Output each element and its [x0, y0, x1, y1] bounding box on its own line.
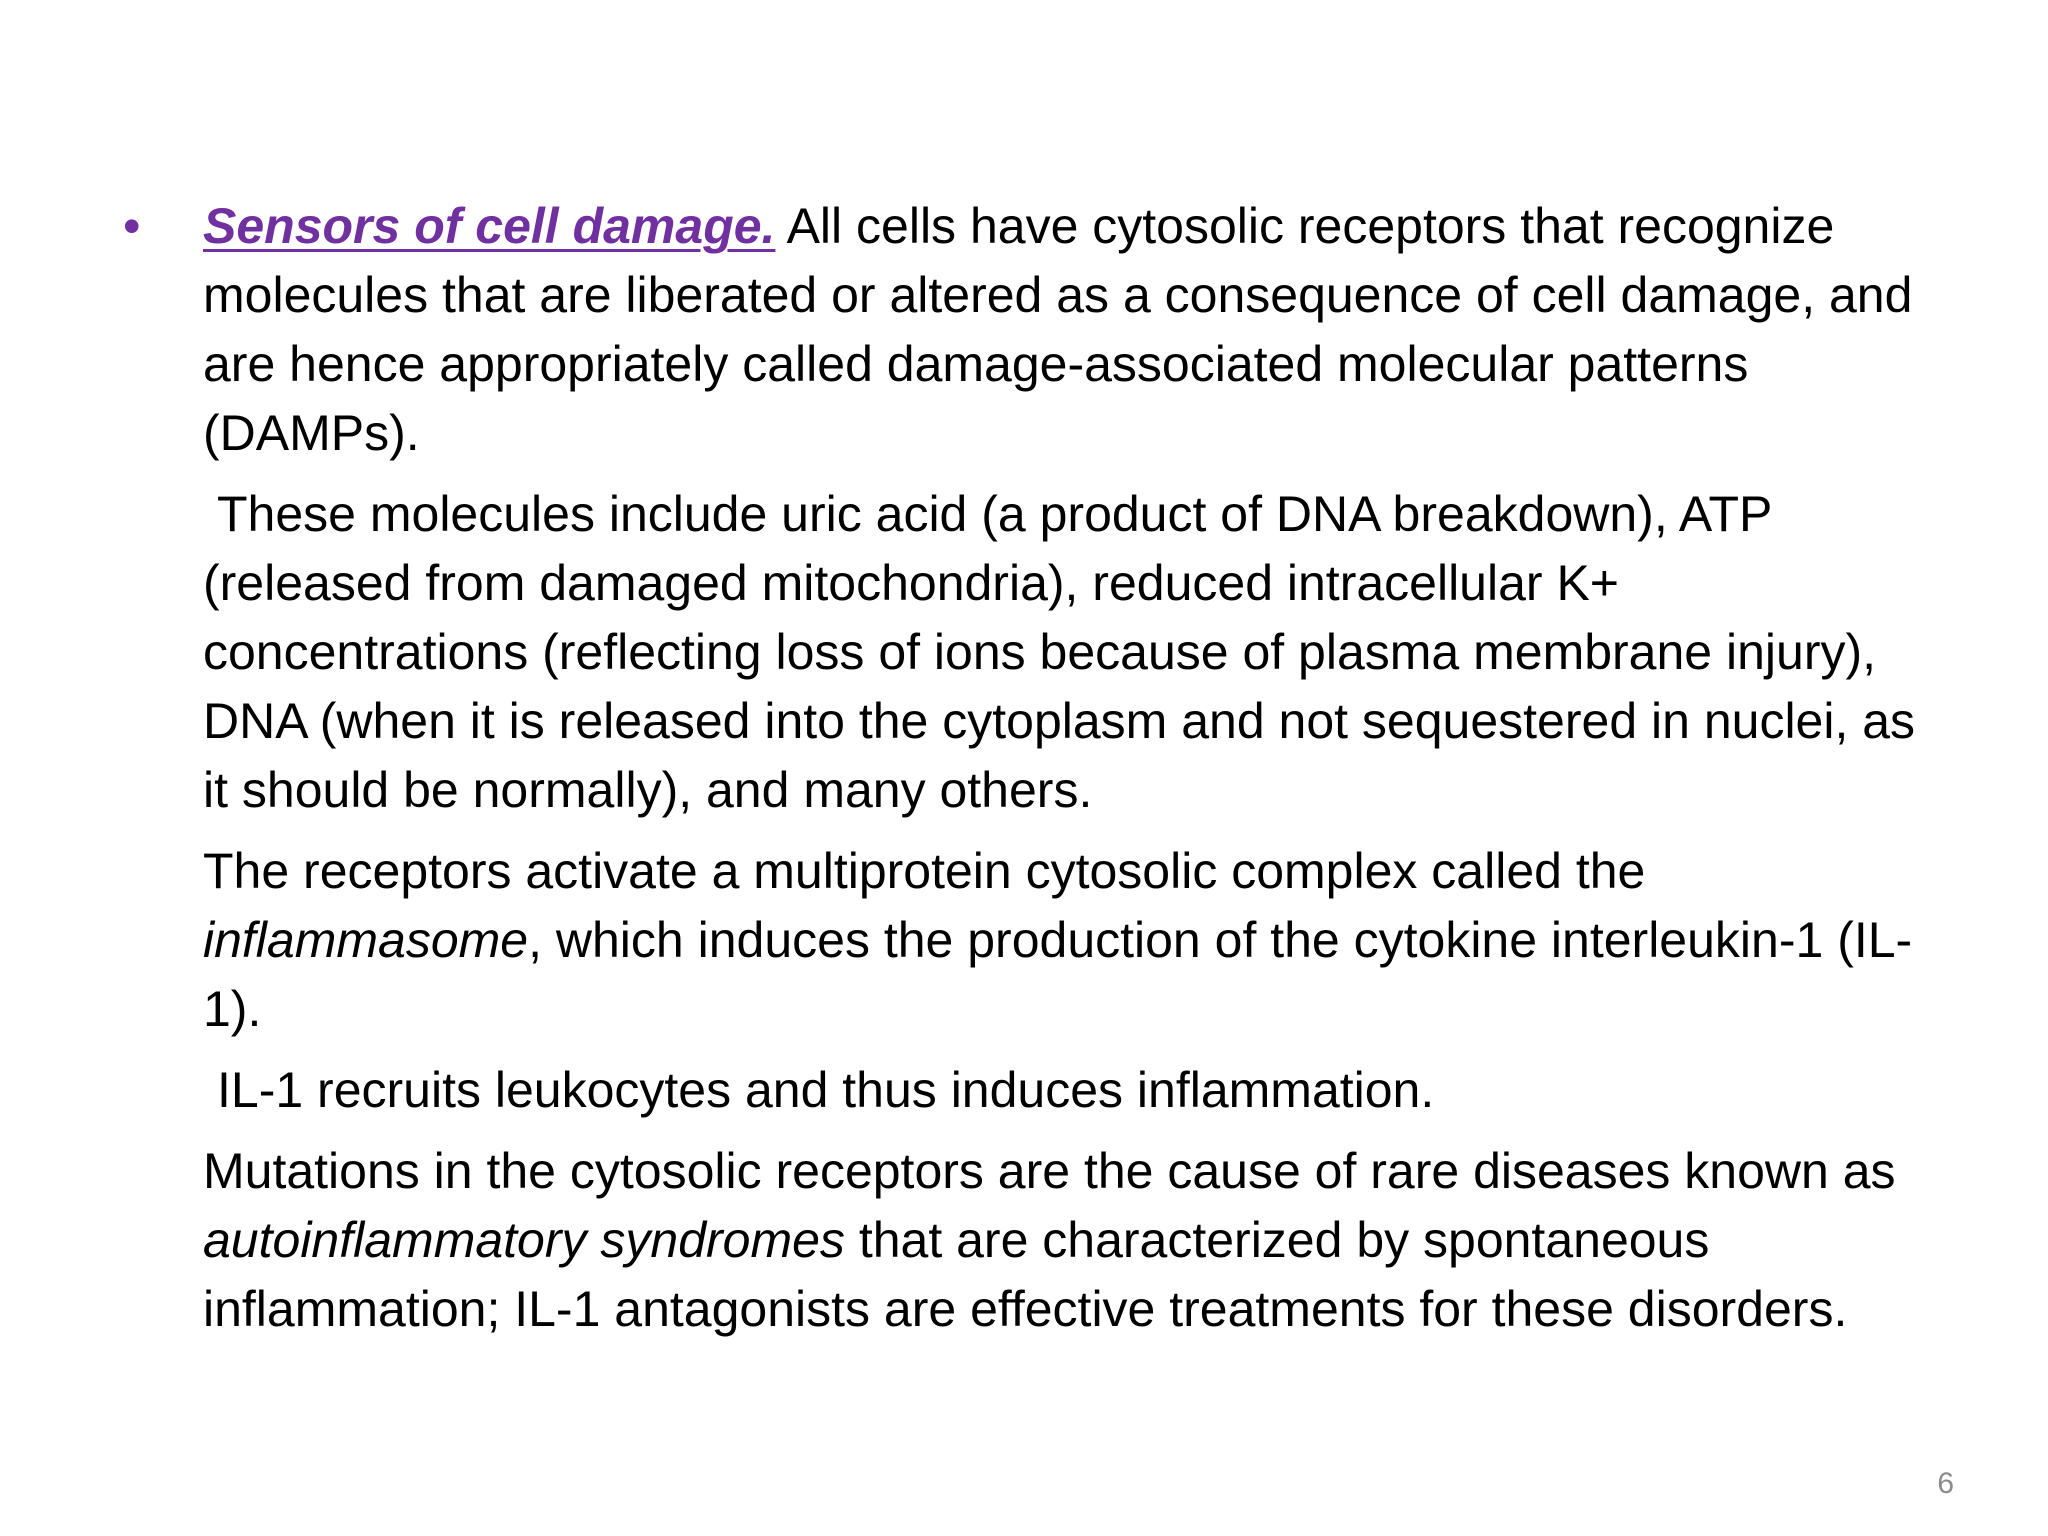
bullet-paragraph-sensors [203, 192, 1943, 468]
receptors-text-after: , which induces the production of the cytokine interleukin-1 (IL-1). [203, 912, 1913, 1037]
term-sensors-of-cell-damage: Sensors of cell damage. [203, 198, 776, 254]
paragraph-mutations [203, 1137, 1943, 1344]
autoinflammatory-syndromes-term: autoinflammatory syndromes [203, 1212, 845, 1268]
page-number: 6 [1937, 1467, 1954, 1500]
paragraph-molecules [203, 480, 1943, 825]
paragraph-il1 [203, 1056, 1943, 1125]
molecules-text: These molecules include uric acid (a product of DNA breakdown), ATP (released from damaged mitochondria), reduced intracellular K+ concentrations (reflecting loss of ions because of plasma membrane injury), DNA (when it is released into the cytoplasm and not sequestered in nuclei, as it should be normally), and many others. [203, 486, 1916, 818]
mutations-text-after: that are characterized by spontaneous inflammation; IL-1 antagonists are effective treatments for these disorders. [203, 1212, 1848, 1337]
receptors-text-before: The receptors activate a multiprotein cytosolic complex called the [203, 843, 1646, 899]
paragraph-receptors [203, 837, 1943, 1044]
il1-text: IL-1 recruits leukocytes and thus induces inflammation. [217, 1062, 1435, 1118]
slide-body [203, 192, 1943, 1344]
mutations-text-before: Mutations in the cytosolic receptors are the cause of rare diseases known as [203, 1143, 1896, 1199]
bullet-icon: • [123, 198, 141, 254]
inflammasome-term: inflammasome [203, 912, 529, 968]
sensors-intro-text: All cells have cytosolic receptors that recognize molecules that are liberated or altered as a consequence of cell damage, and are hence appropriately called damage-associated molecular patterns (DAMPs). [203, 198, 1913, 461]
